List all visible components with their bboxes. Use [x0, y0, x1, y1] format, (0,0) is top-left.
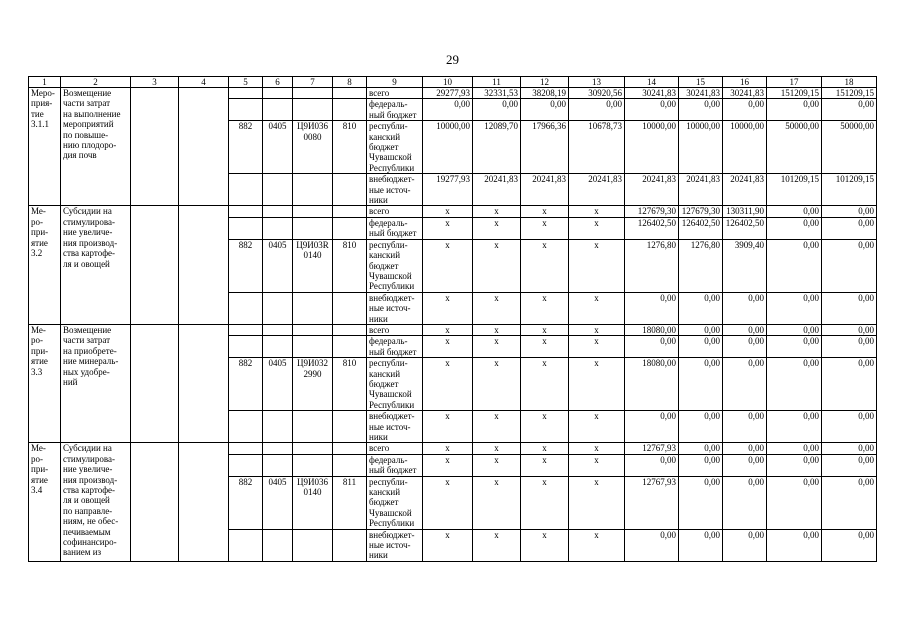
amount-cell: 10678,73: [569, 121, 625, 174]
amount-cell: x: [569, 217, 625, 239]
amount-cell: x: [569, 358, 625, 411]
amount-cell: 0,00: [822, 217, 877, 239]
funding-source-cell: республи- канский бюджет Чувашской Республики: [367, 239, 423, 292]
amount-cell: x: [521, 206, 569, 217]
amount-cell: x: [423, 206, 473, 217]
amount-cell: x: [473, 454, 521, 476]
empty-cell-3: [131, 88, 179, 206]
amount-cell: 0,00: [679, 476, 723, 529]
column-header: 4: [179, 77, 229, 88]
amount-cell: 126402,50: [625, 217, 679, 239]
amount-cell: 151209,15: [822, 88, 877, 99]
empty-code-cell: [263, 217, 293, 239]
empty-code-cell: [229, 206, 263, 217]
amount-cell: x: [521, 217, 569, 239]
amount-cell: x: [569, 336, 625, 358]
empty-code-cell: [229, 336, 263, 358]
measure-id-cell: Меро- прия- тие 3.1.1: [29, 88, 61, 206]
empty-code-cell: [333, 454, 367, 476]
column-header: 2: [61, 77, 131, 88]
empty-code-cell: [229, 88, 263, 99]
amount-cell: 20241,83: [723, 174, 767, 206]
amount-cell: 0,00: [625, 411, 679, 443]
amount-cell: 20241,83: [569, 174, 625, 206]
amount-cell: x: [473, 358, 521, 411]
amount-cell: 0,00: [723, 336, 767, 358]
measure-title-cell: Субсидии на стимулирова- ние увеличе- ния производ- ства картофе- ля и овощей: [61, 206, 131, 324]
amount-cell: x: [473, 292, 521, 324]
measure-title-cell: Возмещение части затрат на приобрете- ние минераль- ных удобре- ний: [61, 324, 131, 442]
amount-cell: 10000,00: [423, 121, 473, 174]
amount-cell: x: [569, 239, 625, 292]
amount-cell: 0,00: [767, 239, 822, 292]
funding-source-cell: федераль- ный бюджет: [367, 217, 423, 239]
amount-cell: 0,00: [767, 358, 822, 411]
header-row: [29, 77, 877, 88]
amount-cell: 126402,50: [723, 217, 767, 239]
column-header: 13: [569, 77, 625, 88]
amount-cell: 130311,90: [723, 206, 767, 217]
measure-id-cell: Ме- ро- при- ятие 3.3: [29, 324, 61, 442]
amount-cell: x: [569, 411, 625, 443]
grbs-code-cell: 882: [229, 121, 263, 174]
measure-id-cell: Ме- ро- при- ятие 3.2: [29, 206, 61, 324]
empty-cell-4: [179, 88, 229, 206]
table-row: [29, 443, 877, 454]
amount-cell: 0,00: [767, 443, 822, 454]
column-header: 1: [29, 77, 61, 88]
amount-cell: 0,00: [767, 454, 822, 476]
amount-cell: 101209,15: [822, 174, 877, 206]
amount-cell: x: [569, 443, 625, 454]
empty-cell-3: [131, 324, 179, 442]
amount-cell: 0,00: [767, 411, 822, 443]
amount-cell: 0,00: [679, 292, 723, 324]
amount-cell: 0,00: [679, 99, 723, 121]
amount-cell: x: [473, 529, 521, 561]
amount-cell: 30241,83: [679, 88, 723, 99]
empty-code-cell: [293, 174, 333, 206]
amount-cell: 0,00: [822, 529, 877, 561]
column-header: 3: [131, 77, 179, 88]
amount-cell: 29277,93: [423, 88, 473, 99]
amount-cell: 0,00: [822, 454, 877, 476]
grbs-code-cell: 882: [229, 476, 263, 529]
empty-code-cell: [263, 88, 293, 99]
funding-source-cell: федераль- ный бюджет: [367, 336, 423, 358]
amount-cell: x: [473, 336, 521, 358]
section-code-cell: 0405: [263, 121, 293, 174]
amount-cell: 50000,00: [767, 121, 822, 174]
column-header: 8: [333, 77, 367, 88]
target-article-cell: Ц9И036 0080: [293, 121, 333, 174]
amount-cell: x: [423, 476, 473, 529]
amount-cell: x: [423, 336, 473, 358]
amount-cell: 0,00: [723, 476, 767, 529]
amount-cell: 0,00: [723, 324, 767, 335]
amount-cell: x: [423, 529, 473, 561]
amount-cell: x: [473, 476, 521, 529]
empty-code-cell: [263, 336, 293, 358]
amount-cell: x: [521, 529, 569, 561]
amount-cell: 10000,00: [625, 121, 679, 174]
empty-code-cell: [229, 292, 263, 324]
empty-code-cell: [333, 88, 367, 99]
amount-cell: x: [423, 292, 473, 324]
empty-code-cell: [263, 411, 293, 443]
page-number: 29: [446, 52, 459, 67]
amount-cell: x: [521, 324, 569, 335]
amount-cell: x: [569, 292, 625, 324]
empty-code-cell: [333, 443, 367, 454]
empty-code-cell: [229, 454, 263, 476]
funding-source-cell: внебюджет- ные источ- ники: [367, 174, 423, 206]
empty-code-cell: [293, 411, 333, 443]
empty-code-cell: [333, 217, 367, 239]
amount-cell: x: [473, 217, 521, 239]
budget-table: [28, 76, 877, 562]
measure-id-cell: Ме- ро- при- ятие 3.4: [29, 443, 61, 561]
column-header: 18: [822, 77, 877, 88]
grbs-code-cell: 882: [229, 358, 263, 411]
amount-cell: x: [569, 324, 625, 335]
amount-cell: x: [473, 206, 521, 217]
amount-cell: 0,00: [822, 239, 877, 292]
table-row: [29, 88, 877, 99]
amount-cell: x: [521, 358, 569, 411]
amount-cell: x: [423, 358, 473, 411]
column-header: 11: [473, 77, 521, 88]
amount-cell: 0,00: [767, 336, 822, 358]
empty-cell-4: [179, 206, 229, 324]
amount-cell: 12767,93: [625, 476, 679, 529]
expense-type-cell: 811: [333, 476, 367, 529]
amount-cell: x: [423, 411, 473, 443]
empty-code-cell: [229, 217, 263, 239]
empty-cell-3: [131, 443, 179, 561]
amount-cell: 126402,50: [679, 217, 723, 239]
empty-code-cell: [263, 99, 293, 121]
amount-cell: 0,00: [723, 99, 767, 121]
empty-cell-3: [131, 206, 179, 324]
empty-code-cell: [293, 217, 333, 239]
expense-type-cell: 810: [333, 121, 367, 174]
table-row: [29, 206, 877, 217]
empty-code-cell: [263, 292, 293, 324]
measure-title-cell: Возмещение части затрат на выполнение мероприятий по повыше- нию плодоро- дия почв: [61, 88, 131, 206]
expense-type-cell: 810: [333, 239, 367, 292]
amount-cell: 20241,83: [473, 174, 521, 206]
amount-cell: x: [423, 454, 473, 476]
amount-cell: x: [569, 454, 625, 476]
amount-cell: 20241,83: [679, 174, 723, 206]
amount-cell: x: [521, 454, 569, 476]
funding-source-cell: федераль- ный бюджет: [367, 454, 423, 476]
amount-cell: 12089,70: [473, 121, 521, 174]
amount-cell: 0,00: [679, 411, 723, 443]
empty-code-cell: [333, 292, 367, 324]
empty-code-cell: [333, 411, 367, 443]
empty-code-cell: [293, 292, 333, 324]
amount-cell: x: [569, 206, 625, 217]
amount-cell: x: [521, 443, 569, 454]
amount-cell: x: [521, 336, 569, 358]
amount-cell: 17966,36: [521, 121, 569, 174]
empty-code-cell: [229, 174, 263, 206]
amount-cell: 0,00: [767, 99, 822, 121]
column-header: 10: [423, 77, 473, 88]
funding-source-cell: республи- канский бюджет Чувашской Республики: [367, 476, 423, 529]
amount-cell: 0,00: [625, 454, 679, 476]
empty-code-cell: [263, 324, 293, 335]
amount-cell: x: [473, 324, 521, 335]
amount-cell: 0,00: [723, 292, 767, 324]
funding-source-cell: внебюджет- ные источ- ники: [367, 529, 423, 561]
amount-cell: 0,00: [822, 206, 877, 217]
amount-cell: 1276,80: [679, 239, 723, 292]
section-code-cell: 0405: [263, 358, 293, 411]
empty-code-cell: [263, 529, 293, 561]
column-header: 9: [367, 77, 423, 88]
amount-cell: 0,00: [569, 99, 625, 121]
funding-source-cell: федераль- ный бюджет: [367, 99, 423, 121]
funding-source-cell: всего: [367, 443, 423, 454]
empty-code-cell: [263, 206, 293, 217]
amount-cell: 127679,30: [625, 206, 679, 217]
amount-cell: 18080,00: [625, 358, 679, 411]
amount-cell: 0,00: [679, 324, 723, 335]
funding-source-cell: всего: [367, 206, 423, 217]
column-header: 16: [723, 77, 767, 88]
amount-cell: 38208,19: [521, 88, 569, 99]
amount-cell: 18080,00: [625, 324, 679, 335]
amount-cell: 0,00: [767, 217, 822, 239]
amount-cell: 0,00: [679, 358, 723, 411]
amount-cell: 0,00: [679, 443, 723, 454]
amount-cell: 30241,83: [723, 88, 767, 99]
empty-code-cell: [229, 529, 263, 561]
amount-cell: 1276,80: [625, 239, 679, 292]
amount-cell: 0,00: [767, 206, 822, 217]
amount-cell: 0,00: [625, 529, 679, 561]
measure-title-cell: Субсидии на стимулирова- ние увеличе- ния производ- ства картофе- ля и овощей по направле- ниям, не обес- печиваемым софинансиро- ванием из: [61, 443, 131, 561]
section-code-cell: 0405: [263, 476, 293, 529]
funding-source-cell: внебюджет- ные источ- ники: [367, 411, 423, 443]
empty-code-cell: [229, 411, 263, 443]
amount-cell: 0,00: [822, 292, 877, 324]
empty-code-cell: [293, 443, 333, 454]
empty-code-cell: [333, 99, 367, 121]
section-code-cell: 0405: [263, 239, 293, 292]
target-article-cell: Ц9И036 0140: [293, 476, 333, 529]
grbs-code-cell: 882: [229, 239, 263, 292]
amount-cell: 0,00: [767, 476, 822, 529]
column-header: 7: [293, 77, 333, 88]
amount-cell: 0,00: [822, 324, 877, 335]
funding-source-cell: республи- канский бюджет Чувашской Республики: [367, 121, 423, 174]
amount-cell: 0,00: [625, 99, 679, 121]
amount-cell: 101209,15: [767, 174, 822, 206]
amount-cell: x: [423, 239, 473, 292]
amount-cell: x: [521, 476, 569, 529]
table-row: [29, 324, 877, 335]
amount-cell: 20241,83: [521, 174, 569, 206]
amount-cell: 3909,40: [723, 239, 767, 292]
empty-code-cell: [263, 174, 293, 206]
amount-cell: 0,00: [723, 443, 767, 454]
amount-cell: x: [521, 411, 569, 443]
empty-cell-4: [179, 443, 229, 561]
amount-cell: 0,00: [723, 529, 767, 561]
funding-source-cell: всего: [367, 324, 423, 335]
amount-cell: x: [423, 443, 473, 454]
expense-type-cell: 810: [333, 358, 367, 411]
amount-cell: 0,00: [822, 476, 877, 529]
amount-cell: x: [521, 239, 569, 292]
empty-code-cell: [293, 529, 333, 561]
amount-cell: 30241,83: [625, 88, 679, 99]
amount-cell: 0,00: [723, 358, 767, 411]
amount-cell: 19277,93: [423, 174, 473, 206]
amount-cell: x: [423, 217, 473, 239]
empty-code-cell: [293, 88, 333, 99]
empty-code-cell: [333, 336, 367, 358]
funding-source-cell: республи- канский бюджет Чувашской Республики: [367, 358, 423, 411]
amount-cell: 0,00: [625, 292, 679, 324]
amount-cell: 0,00: [822, 358, 877, 411]
amount-cell: 0,00: [679, 336, 723, 358]
amount-cell: x: [521, 292, 569, 324]
table-body: [29, 77, 877, 562]
amount-cell: 32331,53: [473, 88, 521, 99]
empty-code-cell: [333, 529, 367, 561]
amount-cell: 0,00: [521, 99, 569, 121]
empty-code-cell: [293, 324, 333, 335]
amount-cell: 20241,83: [625, 174, 679, 206]
empty-code-cell: [293, 99, 333, 121]
amount-cell: 10000,00: [679, 121, 723, 174]
empty-code-cell: [293, 454, 333, 476]
empty-code-cell: [263, 454, 293, 476]
amount-cell: 0,00: [625, 336, 679, 358]
amount-cell: 12767,93: [625, 443, 679, 454]
amount-cell: 30920,56: [569, 88, 625, 99]
amount-cell: 0,00: [767, 324, 822, 335]
amount-cell: x: [569, 476, 625, 529]
column-header: 6: [263, 77, 293, 88]
column-header: 5: [229, 77, 263, 88]
amount-cell: 10000,00: [723, 121, 767, 174]
target-article-cell: Ц9И03R 0140: [293, 239, 333, 292]
amount-cell: 151209,15: [767, 88, 822, 99]
amount-cell: 0,00: [767, 292, 822, 324]
empty-code-cell: [333, 174, 367, 206]
amount-cell: 0,00: [822, 99, 877, 121]
column-header: 12: [521, 77, 569, 88]
amount-cell: 127679,30: [679, 206, 723, 217]
empty-code-cell: [263, 443, 293, 454]
amount-cell: x: [473, 239, 521, 292]
amount-cell: 0,00: [723, 411, 767, 443]
amount-cell: x: [473, 443, 521, 454]
funding-source-cell: внебюджет- ные источ- ники: [367, 292, 423, 324]
amount-cell: 0,00: [423, 99, 473, 121]
amount-cell: 0,00: [822, 336, 877, 358]
funding-source-cell: всего: [367, 88, 423, 99]
amount-cell: 0,00: [723, 454, 767, 476]
amount-cell: 0,00: [473, 99, 521, 121]
empty-code-cell: [229, 443, 263, 454]
empty-code-cell: [293, 206, 333, 217]
empty-cell-4: [179, 324, 229, 442]
amount-cell: x: [423, 324, 473, 335]
empty-code-cell: [333, 206, 367, 217]
empty-code-cell: [229, 99, 263, 121]
column-header: 15: [679, 77, 723, 88]
amount-cell: 0,00: [822, 411, 877, 443]
amount-cell: x: [473, 411, 521, 443]
amount-cell: 0,00: [822, 443, 877, 454]
empty-code-cell: [229, 324, 263, 335]
amount-cell: x: [569, 529, 625, 561]
column-header: 14: [625, 77, 679, 88]
target-article-cell: Ц9И032 2990: [293, 358, 333, 411]
amount-cell: 0,00: [767, 529, 822, 561]
column-header: 17: [767, 77, 822, 88]
empty-code-cell: [293, 336, 333, 358]
amount-cell: 50000,00: [822, 121, 877, 174]
empty-code-cell: [333, 324, 367, 335]
amount-cell: 0,00: [679, 529, 723, 561]
amount-cell: 0,00: [679, 454, 723, 476]
